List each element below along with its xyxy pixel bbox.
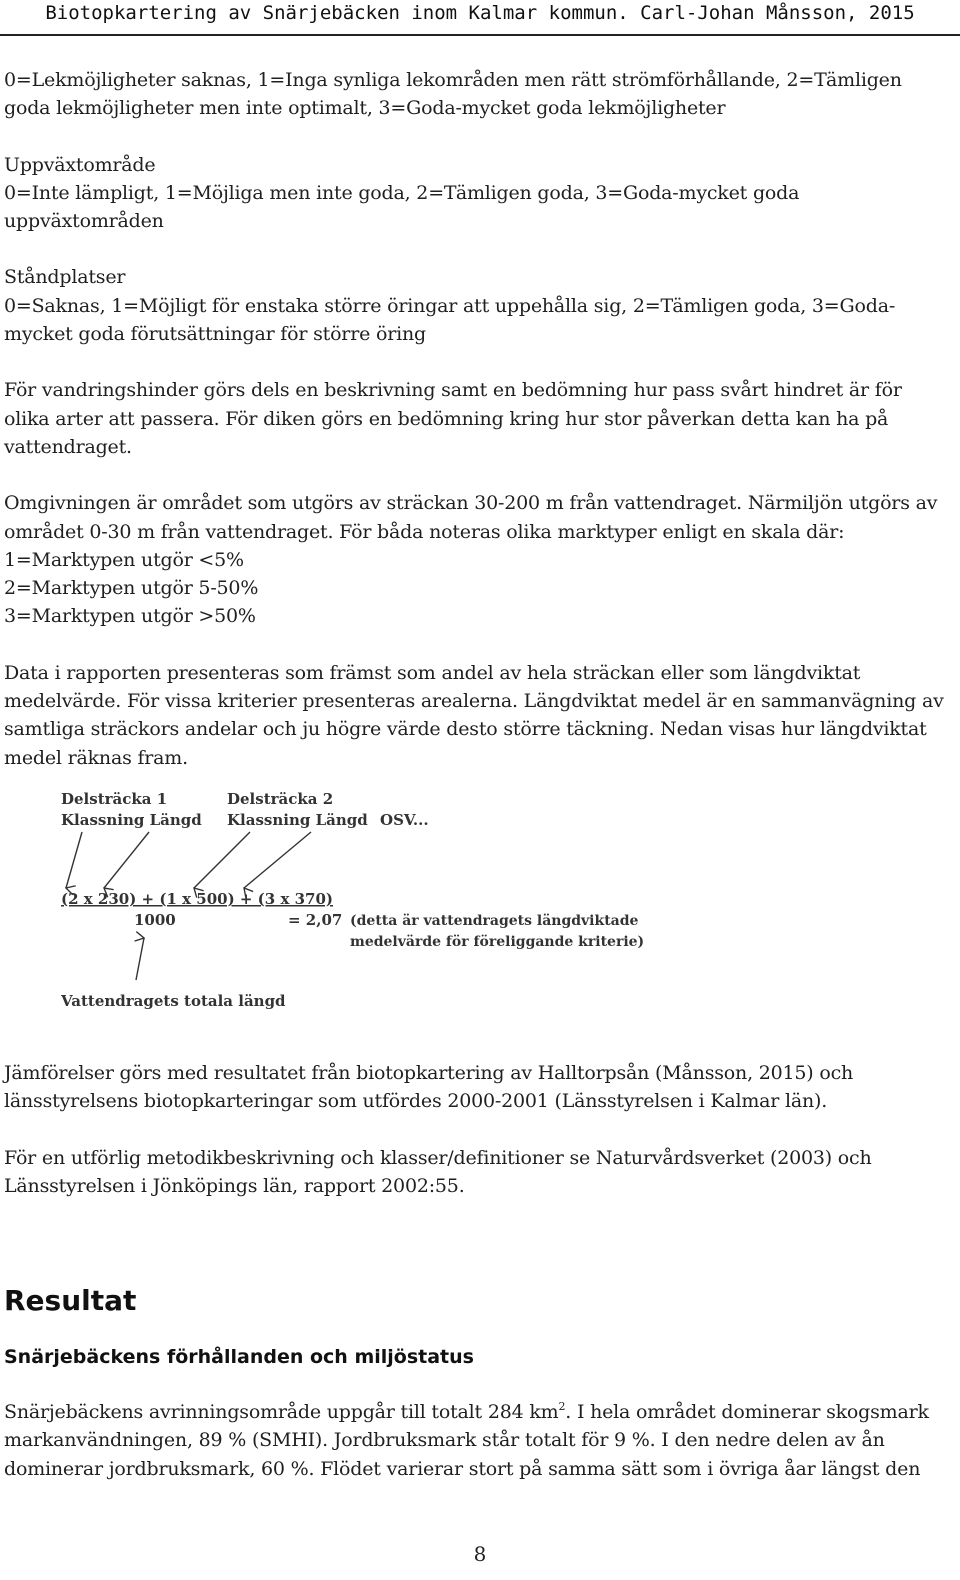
note-line-1: (detta är vattendragets längdviktade <box>350 913 639 929</box>
body-text-mid <box>4 1059 948 1200</box>
text-after-sup: . I hela området dominerar skogsmark markanvändningen, 89 % (SMHI). Jordbruksmark står totalt för 9 %. I den nedre delen av ån dominerar jordbruksmark, 60 %. Flödet varierar stort på samma sätt som i övriga åar längst den <box>4 1401 929 1480</box>
paragraph-heading: Ståndplatser <box>4 266 126 289</box>
arrow-4 <box>244 832 311 888</box>
scale-line: 3=Marktypen utgör >50% <box>4 605 256 628</box>
page-number: 8 <box>473 1542 487 1566</box>
paragraph: För vandringshinder görs dels en beskrivning samt en bedömning hur pass svårt hindret är för olika arter att passera. För diken görs en bedömning kring hur stor påverkan detta kan ha på vattendraget. <box>4 379 902 458</box>
paragraph: Data i rapporten presenteras som främst som andel av hela sträckan eller som längdviktat medelvärde. För vissa kriterier presenteras arealerna. Längdviktat medel är en sammanvägning av samtliga sträckors andelar och ju högre värde desto större täckning. Nedan visas hur längdviktat medel räknas fram. <box>4 661 944 769</box>
klassning-langd-2: Klassning Längd <box>227 811 368 829</box>
weighted-mean-diagram <box>44 780 644 1020</box>
paragraph: 0=Saknas, 1=Möjligt för enstaka större öringar att uppehålla sig, 2=Tämligen goda, 3=Goda-mycket goda förutsättningar för större öring <box>4 294 896 346</box>
paragraph: 0=Lekmöjligheter saknas, 1=Inga synliga lekområden men rätt strömförhållande, 2=Tämligen goda lekmöjligheter men inte optimalt, 3=Goda-mycket goda lekmöjligheter <box>4 69 902 120</box>
note-line-2: medelvärde för föreliggande kriterie) <box>350 934 644 950</box>
scale-line: 1=Marktypen utgör <5% <box>4 548 244 571</box>
arrow-total <box>136 938 144 980</box>
header-title: Biotopkartering av Snärjebäcken inom Kalmar kommun. Carl-Johan Månsson, 2015 <box>45 2 915 24</box>
superscript: 2 <box>558 1400 566 1413</box>
paragraph-heading: Uppväxtområde <box>4 153 156 176</box>
scale-line: 2=Marktypen utgör 5-50% <box>4 577 259 600</box>
formula-result: = 2,07 <box>288 911 343 929</box>
paragraph <box>4 1398 948 1483</box>
delstracka-1-label: Delsträcka 1 <box>61 790 168 808</box>
text-before-sup: Snärjebäckens avrinningsområde uppgår till totalt 284 km <box>4 1401 559 1423</box>
body-text-bottom <box>4 1398 948 1483</box>
osv-label: OSV... <box>380 811 429 829</box>
arrow-2 <box>104 832 149 888</box>
paragraph: Omgivningen är området som utgörs av sträckan 30-200 m från vattendraget. Närmiljön utgörs av området 0-30 m från vattendraget. För båda noteras olika marktyper enligt en skala där: <box>4 492 938 543</box>
formula-denominator: 1000 <box>134 911 176 929</box>
paragraph: För en utförlig metodikbeskrivning och klasser/definitioner se Naturvårdsverket (2003) och Länsstyrelsen i Jönköpings län, rapport 2002:55. <box>4 1146 872 1197</box>
formula-numerator: (2 x 230) + (1 x 500) + (3 x 370) <box>61 890 334 908</box>
total-length-label: Vattendragets totala längd <box>61 992 286 1010</box>
paragraph: 0=Inte lämpligt, 1=Möjliga men inte goda, 2=Tämligen goda, 3=Goda-mycket goda uppväxtområden <box>4 181 800 233</box>
paragraph: Jämförelser görs med resultatet från biotopkartering av Halltorpsån (Månsson, 2015) och länsstyrelsens biotopkarteringar som utfördes 2000-2001 (Länsstyrelsen i Kalmar län). <box>4 1062 854 1113</box>
body-text-top <box>4 66 948 772</box>
resultat-heading: Resultat <box>4 1284 137 1317</box>
arrow-3 <box>194 832 250 888</box>
klassning-langd-1: Klassning Längd <box>61 811 202 829</box>
arrow-1 <box>66 832 82 888</box>
delstracka-2-label: Delsträcka 2 <box>227 790 334 808</box>
diagram-svg <box>44 780 644 1020</box>
section-subheading: Snärjebäckens förhållanden och miljöstatus <box>4 1346 474 1368</box>
page-header <box>0 0 960 36</box>
